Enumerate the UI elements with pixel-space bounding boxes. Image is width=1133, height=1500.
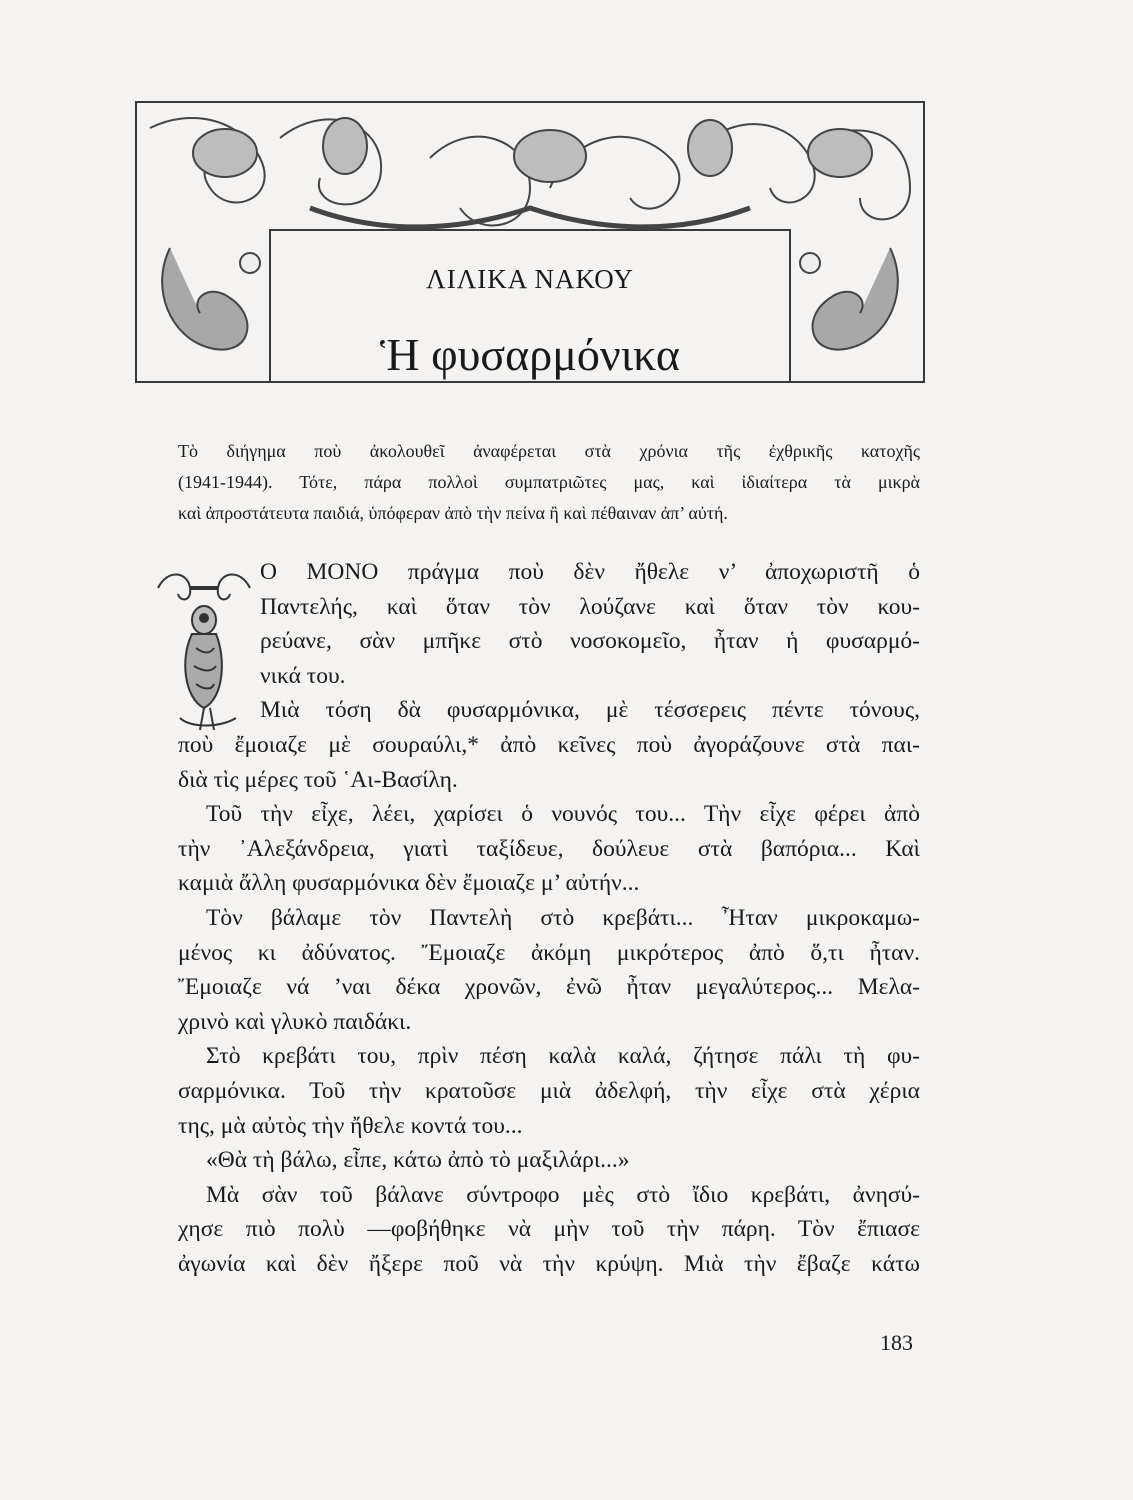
page-number: 183 <box>880 1330 913 1355</box>
text-line: Τοῦ τὴν εἶχε, λέει, χαρίσει ὁ νουνός του... Τὴν εἶχε φέρει ἀπὸ <box>206 801 920 828</box>
intro-line: Τὸ διήγημα ποὺ ἀκολουθεῖ ἀναφέρεται στὰ χρόνια τῆς ἐχθρικῆς κατοχῆς <box>178 441 920 461</box>
text-line: διὰ τὶς μέρες τοῦ ῾Αι-Βασίλη. <box>178 766 458 793</box>
text-line: «Θὰ τὴ βάλω, εἶπε, κάτω ἀπὸ τὸ μαξιλάρι...» <box>206 1147 630 1174</box>
text-line: Μὰ σὰν τοῦ βάλανε σύντροφο μὲς στὸ ἴδιο κρεβάτι, ἀνησύ- <box>206 1181 920 1208</box>
text-line: της, μὰ αὐτὸς τὴν ἤθελε κοντά του... <box>178 1112 523 1139</box>
text-line: τὴν ᾿Αλεξάνδρεια, γιατὶ ταξίδευε, δούλευε στὰ βαπόρια... Καὶ <box>178 835 920 862</box>
intro-note <box>178 436 920 529</box>
text-line: νικά του. <box>260 662 346 689</box>
text-line: μένος κι ἀδύνατος. Ἔμοιαζε ἀκόμη μικρότερος ἀπὸ ὅ,τι ἦταν. <box>178 939 920 966</box>
author-name: ΛΙΛΙΚΑ ΝΑΚΟΥ <box>426 264 634 294</box>
text-line: Στὸ κρεβάτι του, πρὶν πέση καλὰ καλά, ζήτησε πάλι τὴ φυ- <box>206 1043 920 1070</box>
text-line: Τὸν βάλαμε τὸν Παντελὴ στὸ κρεβάτι... Ἦταν μικροκαμω- <box>206 904 920 931</box>
text-line: χρινὸ καὶ γλυκὸ παιδάκι. <box>178 1008 412 1035</box>
text-line: καμιὰ ἄλλη φυσαρμόνικα δὲν ἔμοιαζε μ’ αὐτήν... <box>178 870 640 897</box>
text-line: χησε πιὸ πολὺ —φοβήθηκε νὰ μὴν τοῦ τὴν πάρη. Τὸν ἔπιασε <box>178 1216 920 1243</box>
text-line: Μιὰ τόση δὰ φυσαρμόνικα, μὲ τέσσερεις πέντε τόνους, <box>260 697 920 724</box>
intro-line: (1941-1944). Τότε, πάρα πολλοὶ συμπατριῶτες μας, καὶ ἰδιαίτερα τὰ μικρὰ <box>178 472 920 492</box>
text-line: Ο ΜΟΝΟ πράγμα ποὺ δὲν ἤθελε ν’ ἀποχωριστῆ ὁ <box>260 559 920 585</box>
text-line: ποὺ ἔμοιαζε μὲ σουραύλι,* ἀπὸ κεῖνες ποὺ ἀγοράζουνε στὰ παι- <box>178 731 920 758</box>
text-line: σαρμόνικα. Τοῦ τὴν κρατοῦσε μιὰ ἀδελφή, τὴν εἶχε στὰ χέρια <box>178 1077 920 1104</box>
story-title: Ἡ φυσαρμόνικα <box>380 329 680 380</box>
intro-line: καὶ ἀπροστάτευτα παιδιά, ὑπόφεραν ἀπὸ τὴν πείνα ἢ καὶ πέθαιναν ἀπ’ αὐτή. <box>178 503 728 523</box>
story-body <box>178 555 920 1281</box>
text-line: Ἔμοιαζε νά ’ναι δέκα χρονῶν, ἐνῶ ἦταν μεγαλύτερος... Μελα- <box>178 974 920 1001</box>
text-line: ἀγωνία καὶ δὲν ἤξερε ποῦ νὰ τὴν κρύψη. Μιὰ τὴν ἔβαζε κάτω <box>178 1250 920 1277</box>
text-line: ρεύανε, σὰν μπῆκε στὸ νοσοκομεῖο, ἦταν ἡ φυσαρμό- <box>260 628 920 655</box>
text-line: Παντελής, καὶ ὅταν τὸν λούζανε καὶ ὅταν τὸν κου- <box>260 593 920 620</box>
